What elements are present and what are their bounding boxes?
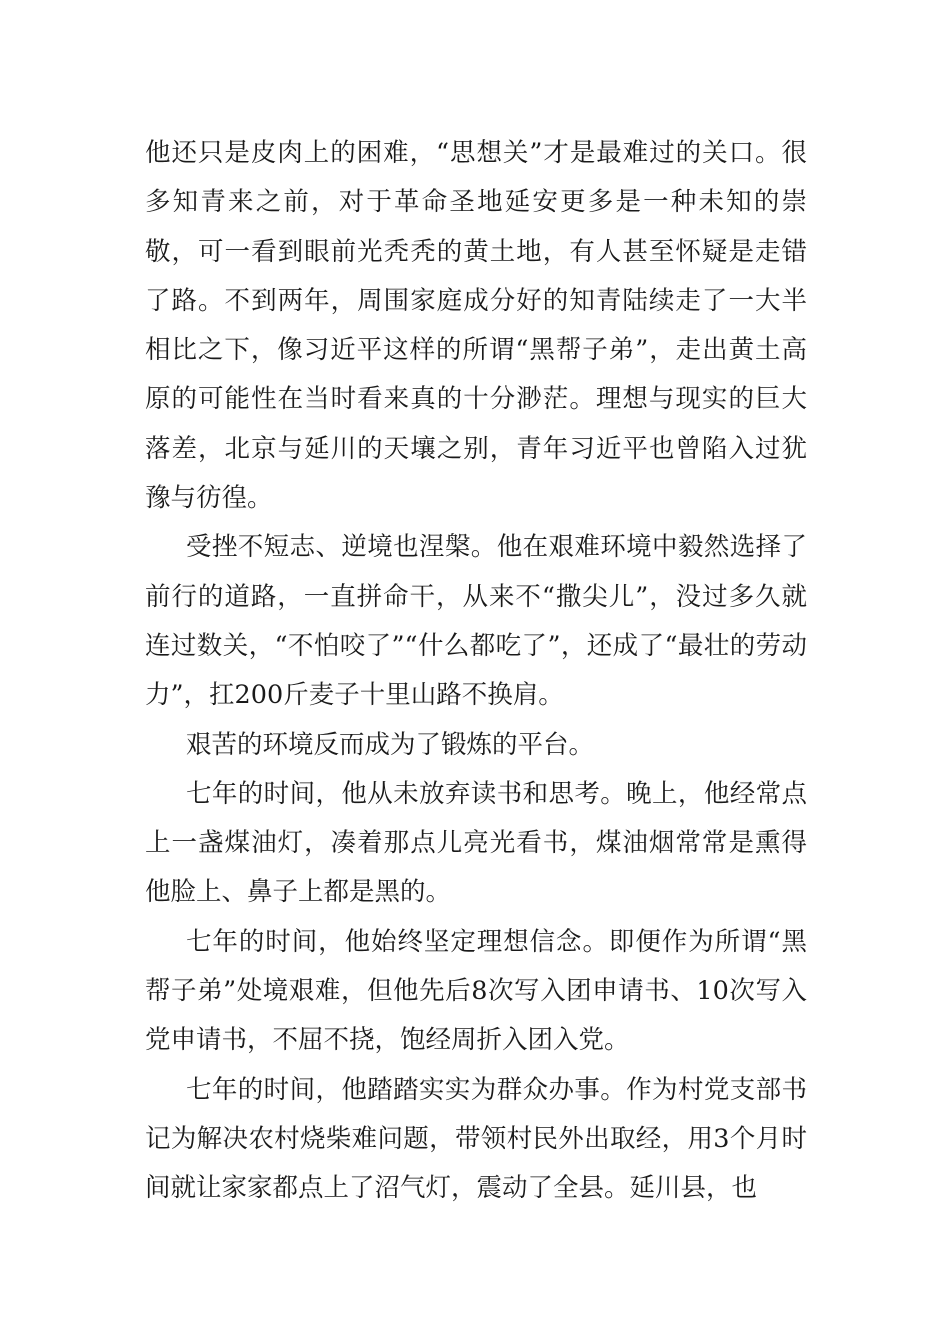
paragraph-6: 七年的时间，他踏踏实实为群众办事。作为村党支部书记为解决农村烧柴难问题，带领村民外出取经，用3个月时间就让家家都点上了沼气灯，震动了全县。延川县，也 [145, 1074, 807, 1204]
paragraph-4: 七年的时间，他从未放弃读书和思考。晚上，他经常点上一盏煤油灯，凑着那点儿亮光看书，煤油烟常常是熏得他脸上、鼻子上都是黑的。 [145, 778, 807, 908]
paragraph-1: 他还只是皮肉上的困难，“思想关”才是最难过的关口。很多知青来之前，对于革命圣地延安更多是一种未知的崇敬，可一看到眼前光秃秃的黄土地，有人甚至怀疑是走错了路。不到两年，周围家庭成分好的知青陆续走了一大半相比之下，像习近平这样的所谓“黑帮子弟”，走出黄土高原的可能性在当时看来真的十分渺茫。理想与现实的巨大落差，北京与延川的天壤之别，青年习近平也曾陷入过犹豫与彷徨。 [145, 138, 807, 514]
paragraph-5: 七年的时间，他始终坚定理想信念。即便作为所谓“黑帮子弟”处境艰难，但他先后8次写入团申请书、10次写入党申请书，不屈不挠，饱经周折入团入党。 [145, 926, 807, 1056]
paragraph-3: 艰苦的环境反而成为了锻炼的平台。 [186, 729, 595, 760]
document-body [145, 129, 807, 1214]
paragraph-2: 受挫不短志、逆境也涅槃。他在艰难环境中毅然选择了前行的道路，一直拼命干，从来不“撒尖儿”，没过多久就连过数关，“不怕咬了”“什么都吃了”，还成了“最壮的劳动力”，扛200斤麦子十里山路不换肩。 [145, 532, 807, 711]
